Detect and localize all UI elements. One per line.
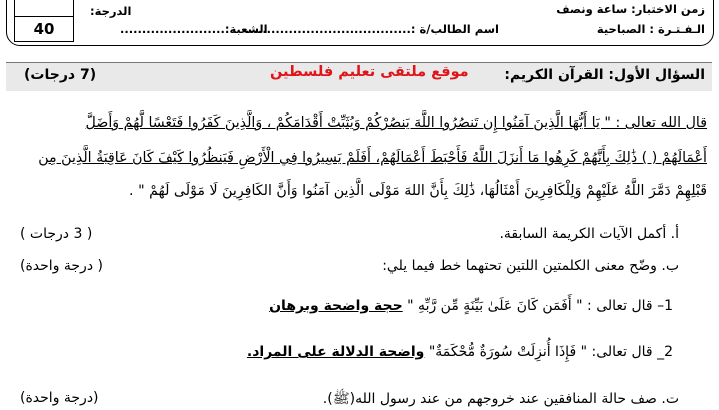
sub-item-2 (247, 344, 673, 360)
item-c-marks: (درجة واحدة) (20, 390, 99, 406)
sub-item-1-prefix: 1– قال تعالى : " أَفَمَن كَانَ عَلَىٰ بَيِّنَةٍ مِّن رَّبِّهِ " (407, 298, 673, 314)
grade-label: الدرجة: (90, 4, 132, 18)
sub-item-1 (269, 298, 673, 314)
item-c: ت. صف حالة المنافقين عند خروجهم من عند رسول الله(ﷺ). (322, 391, 679, 407)
item-a-marks: ( 3 درجات ) (20, 226, 93, 242)
exam-period: الـفـتـرة : الصباحية (596, 22, 705, 36)
sub-item-2-prefix: 2_ قال تعالى: " فَإِذَا أُنزِلَتْ سُورَةٌ مُّحْكَمَةٌ" (428, 344, 673, 360)
total-score: 40 (14, 16, 74, 42)
sub-item-1-answer: حجة واضحة وبرهان (269, 298, 403, 314)
student-name-field: اسم الطالب/ة :...................................... (244, 22, 499, 36)
verse-line-3: قَبْلِهِمْ دَمَّرَ اللَّهُ عَلَيْهِمْ وَلِلْكَافِرِينَ أَمْثَالُهَا، ذَٰلِكَ بِأَنَّ اللهَ مَوْلَى الَّذِين آمَنُوا وَأَنَّ الكَافِرِينَ لَا مَوْلَى لَهُمْ " . (129, 183, 707, 199)
item-b: ب. وضّح معنى الكلمتين اللتين تحتهما خط فيما يلي: (382, 258, 679, 274)
item-b-marks: ( درجة واحدة) (20, 258, 103, 274)
grade-box (14, 0, 74, 17)
item-a: أ. أكمل الآيات الكريمة السابقة. (499, 226, 679, 242)
verse-line-2: أَعْمَالَهُمْ ( ) ذَٰلِكَ بِأَنَّهُمْ كَرِهُوا مَا أَنزَلَ اللَّهُ فَأَحْبَطَ أَعْمَالَهُمْ، أَفَلَمْ يَسِيرُوا فِي الْأَرْضِ فَيَنظُرُوا كَيْفَ كَانَ عَاقِبَةُ الَّذِينَ مِن (38, 150, 707, 166)
question-marks: (7 درجات) (24, 67, 97, 83)
site-name: موقع ملتقى تعليم فلسطين (270, 64, 469, 80)
question-title: السؤال الأول: القرآن الكريم: (504, 67, 705, 83)
sub-item-2-answer: واضحة الدلالة على المراد. (246, 344, 425, 360)
verse-line-1: قال الله تعالى : " يَا أَيُّهَا الَّذِينَ آمَنُوا إِن تَنصُرُوا اللَّهَ يَنصُرْكُمْ وَيُثَبِّتْ أَقْدَامَكُمْ ، وَالَّذِينَ كَفَرُوا فَتَعْسًا لَّهُمْ وَأَضَلَّ (85, 115, 707, 131)
exam-time: زمن الاختبار: ساعة ونصف (556, 2, 705, 16)
section-field: الشعبة:........................ (120, 22, 268, 36)
